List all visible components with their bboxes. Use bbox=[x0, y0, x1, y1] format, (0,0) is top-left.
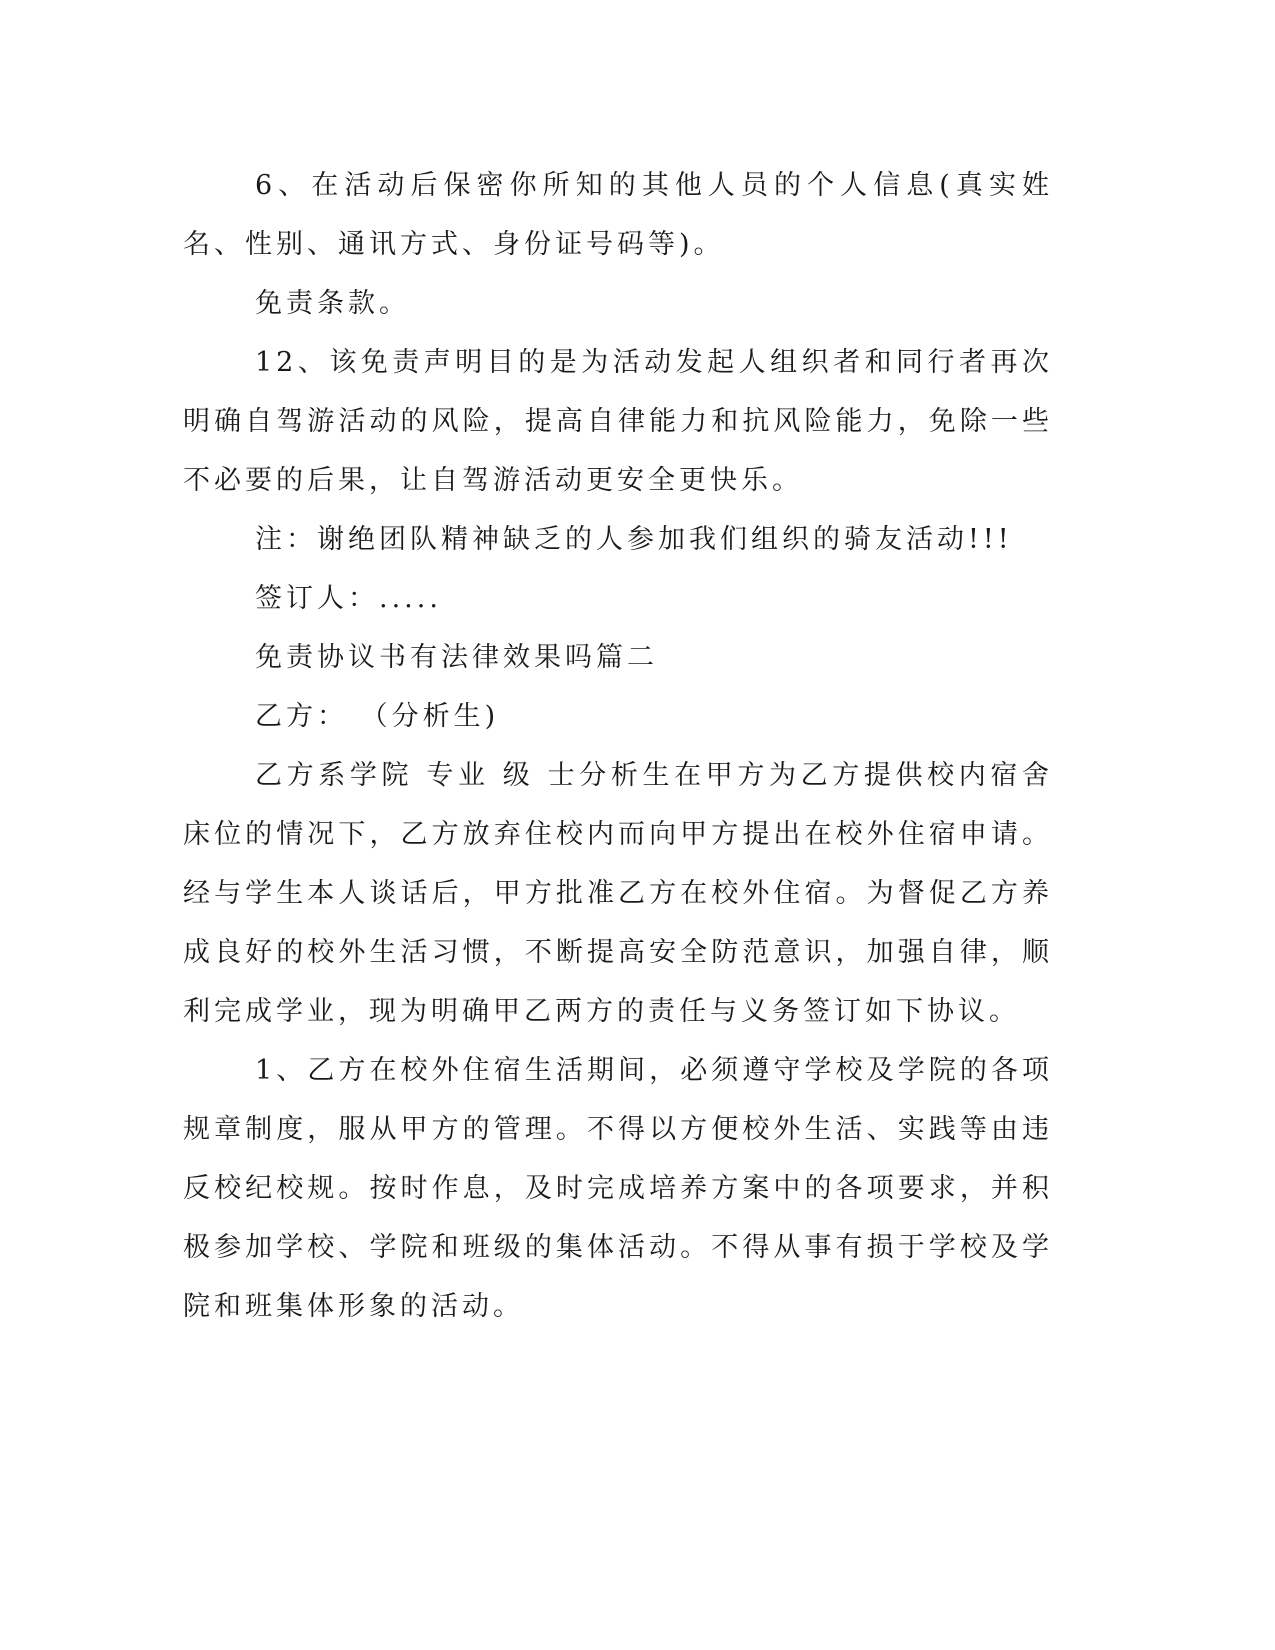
paragraph-item-6-confidentiality: 6、在活动后保密你所知的其他人员的个人信息(真实姓名、性别、通讯方式、身份证号码等)。 bbox=[183, 170, 1053, 260]
paragraph-party-b: 乙方： （分析生) bbox=[255, 701, 500, 732]
paragraph-signatory: 签订人：..... bbox=[255, 583, 442, 614]
paragraph-disclaimer-heading: 免责条款。 bbox=[255, 288, 410, 319]
document-body bbox=[183, 156, 1053, 1336]
paragraph-note: 注：谢绝团队精神缺乏的人参加我们组织的骑友活动!!! bbox=[255, 524, 1013, 555]
paragraph-clause-1: 1、乙方在校外住宿生活期间，必须遵守学校及学院的各项规章制度，服从甲方的管理。不得以方便校外生活、实践等由违反校纪校规。按时作息，及时完成培养方案中的各项要求，并积极参加学校、学院和班级的集体活动。不得从事有损于学校及学院和班集体形象的活动。 bbox=[183, 1055, 1053, 1322]
paragraph-item-12-purpose: 12、该免责声明目的是为活动发起人组织者和同行者再次明确自驾游活动的风险，提高自律能力和抗风险能力，免除一些不必要的后果，让自驾游活动更安全更快乐。 bbox=[183, 347, 1053, 496]
section-title-part-two: 免责协议书有法律效果吗篇二 bbox=[255, 642, 658, 673]
paragraph-agreement-intro: 乙方系学院 专业 级 士分析生在甲方为乙方提供校内宿舍床位的情况下，乙方放弃住校内而向甲方提出在校外住宿申请。经与学生本人谈话后，甲方批准乙方在校外住宿。为督促乙方养成良好的校外生活习惯，不断提高安全防范意识，加强自律，顺利完成学业，现为明确甲乙两方的责任与义务签订如下协议。 bbox=[183, 760, 1053, 1027]
